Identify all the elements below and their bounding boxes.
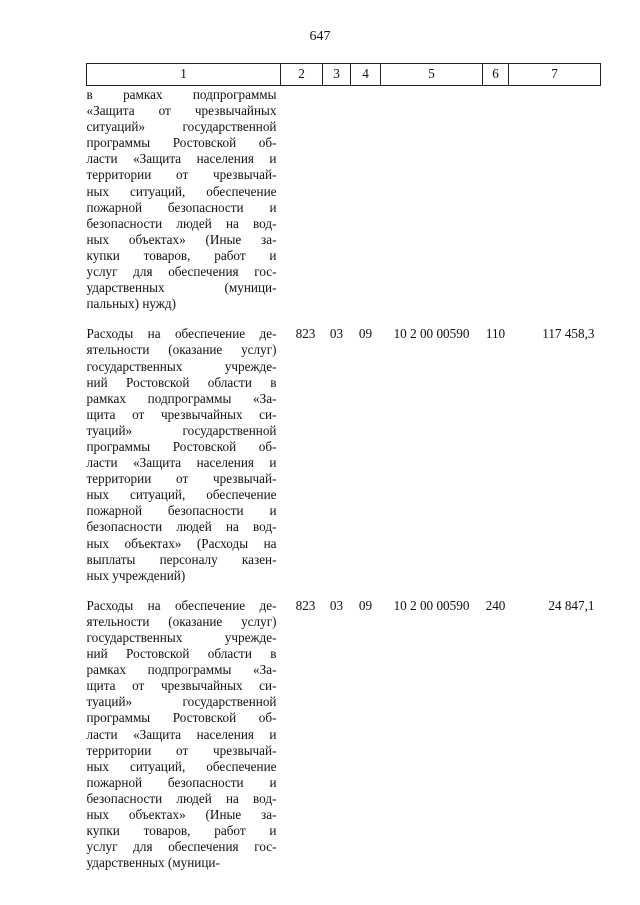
description-line: рамках подпрограммы «За- (86, 390, 277, 406)
header-col-1: 1 (87, 64, 281, 86)
description-line: ударственных (муници- (86, 280, 277, 296)
description-line: ных ситуаций, обеспечение (86, 758, 277, 774)
row-amount: 24 847,1 (548, 597, 595, 613)
description-line: Расходы на обеспечение де- (86, 597, 277, 613)
description-line: ний Ростовской области в (86, 646, 277, 662)
description-line: ситуаций» государственной (86, 119, 277, 135)
row-amount: 117 458,3 (542, 326, 595, 342)
row-expense-type: 110 (485, 326, 506, 342)
header-col-2: 2 (281, 64, 323, 86)
description-line: Расходы на обеспечение де- (86, 326, 277, 342)
header-row (87, 64, 601, 86)
description-line: ных объектах» (Расходы на (86, 535, 277, 551)
header-col-6: 6 (483, 64, 509, 86)
row-target-article (381, 86, 483, 313)
row-subsection (351, 86, 381, 313)
description-line: безопасности людей на вод- (86, 790, 277, 806)
description-line: туаций» государственной (86, 422, 277, 438)
table-row (87, 312, 601, 584)
description-line: «Защита от чрезвычайных (86, 103, 277, 119)
description-line: ных объектах» (Иные за- (86, 231, 277, 247)
description-line: пожарной безопасности и (86, 774, 277, 790)
description-line: щита от чрезвычайных си- (86, 678, 277, 694)
description-line: ласти «Защита населения и (86, 151, 277, 167)
row-target-article: 10 2 00 00590 (393, 326, 470, 342)
row-section: 03 (329, 597, 344, 613)
description-line: программы Ростовской об- (86, 710, 277, 726)
description-line: купки товаров, работ и (86, 823, 277, 839)
row-description (87, 584, 281, 872)
description-line: туаций» государственной (86, 694, 277, 710)
description-line: территории от чрезвычай- (86, 471, 277, 487)
row-expense-type (483, 86, 509, 313)
description-line: купки товаров, работ и (86, 247, 277, 263)
description-line: в рамках подпрограммы (86, 87, 277, 102)
header-col-3: 3 (323, 64, 351, 86)
table-row (87, 86, 601, 313)
row-section (323, 86, 351, 313)
description-line: государственных учрежде- (86, 358, 277, 374)
description-line: ных объектах» (Иные за- (86, 807, 277, 823)
header-col-5: 5 (381, 64, 483, 86)
description-line: услуг для обеспечения гос- (86, 264, 277, 280)
budget-table (86, 63, 601, 871)
row-ministry (281, 86, 323, 313)
description-line: территории от чрезвычай- (86, 742, 277, 758)
row-description (87, 86, 281, 313)
row-target-article: 10 2 00 00590 (393, 597, 470, 613)
description-line: услуг для обеспечения гос- (86, 839, 277, 855)
description-line: государственных учрежде- (86, 630, 277, 645)
description-line: пальных) нужд) (86, 296, 177, 312)
description-line: программы Ростовской об- (86, 135, 277, 151)
description-line: пожарной безопасности и (86, 199, 277, 215)
description-line: ятельности (оказание услуг) (86, 342, 277, 358)
description-line: ных ситуаций, обеспечение (86, 183, 277, 199)
row-ministry: 823 (295, 326, 316, 342)
description-line: ласти «Защита населения и (86, 455, 277, 471)
table-row (87, 584, 601, 872)
description-line: щита от чрезвычайных си- (86, 406, 277, 422)
row-expense-type: 240 (485, 597, 506, 613)
row-subsection: 09 (358, 326, 373, 342)
description-line: ласти «Защита населения и (86, 726, 277, 742)
row-description (87, 312, 281, 584)
row-section: 03 (329, 326, 344, 342)
header-col-4: 4 (351, 64, 381, 86)
description-line: безопасности людей на вод- (86, 215, 277, 231)
row-subsection: 09 (358, 597, 373, 613)
description-line: ных ситуаций, обеспечение (86, 487, 277, 503)
description-line: ударственных (муници- (86, 855, 220, 871)
description-line: ных учреждений) (86, 567, 186, 583)
description-line: программы Ростовской об- (86, 438, 277, 454)
description-line: рамках подпрограммы «За- (86, 662, 277, 678)
description-line: ний Ростовской области в (86, 374, 277, 390)
row-ministry: 823 (295, 597, 316, 613)
description-line: ятельности (оказание услуг) (86, 613, 277, 629)
description-line: пожарной безопасности и (86, 503, 277, 519)
page-number: 647 (309, 29, 331, 44)
description-line: безопасности людей на вод- (86, 519, 277, 535)
header-col-7: 7 (509, 64, 601, 86)
description-line: территории от чрезвычай- (86, 167, 277, 183)
row-amount (509, 86, 601, 313)
description-line: выплаты персоналу казен- (86, 551, 277, 567)
